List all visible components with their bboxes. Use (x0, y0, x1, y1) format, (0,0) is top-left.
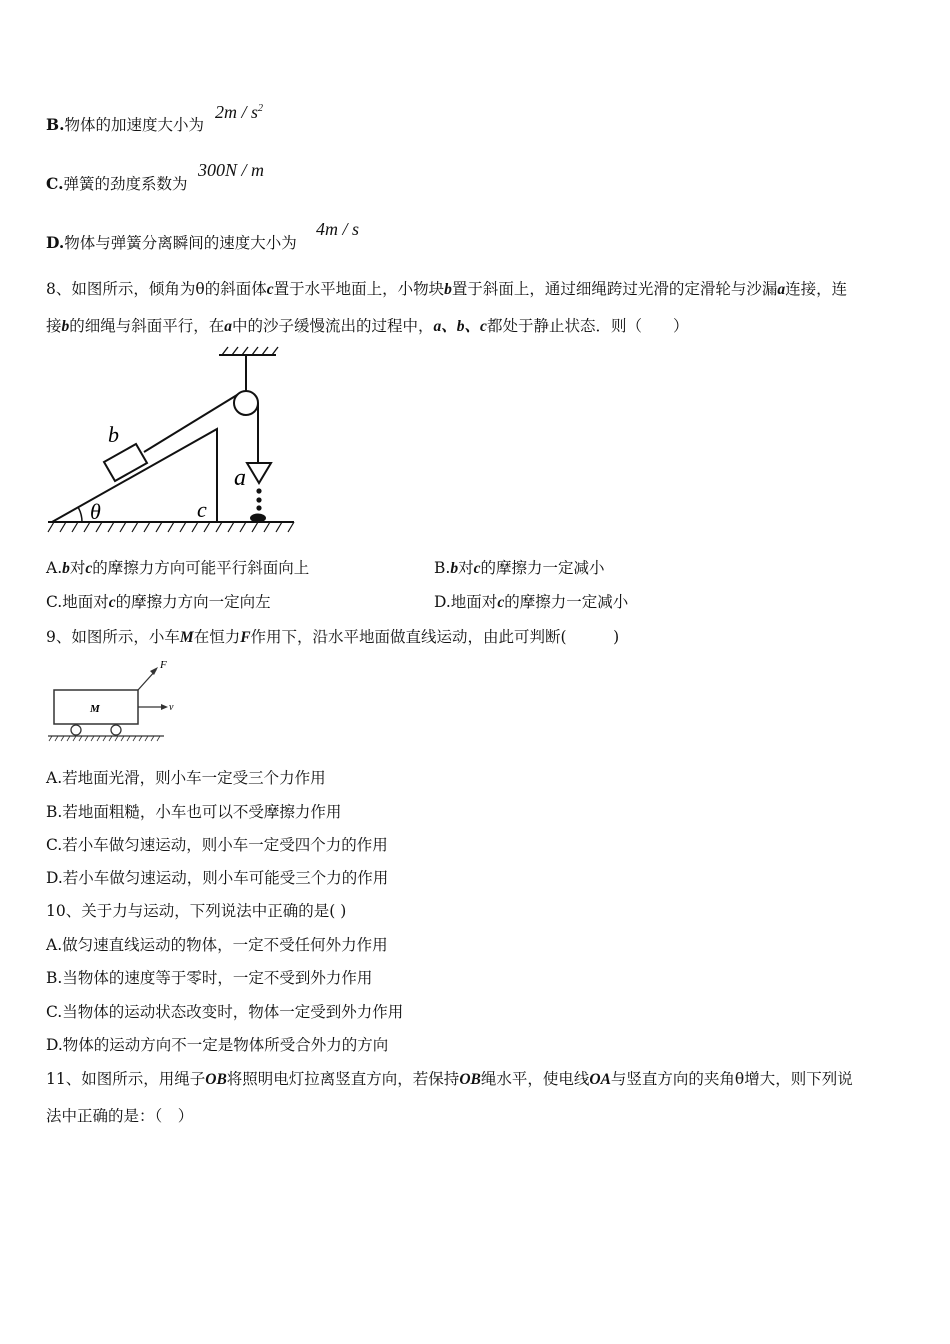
stem-text: 如图所示，用绳子 (81, 1070, 206, 1088)
stem-text: 接 (46, 317, 62, 335)
var-b: b (61, 318, 70, 335)
q8-option-b (434, 558, 605, 579)
q10-stem: 10、关于力与运动，下列说法中正确的是( ) (46, 902, 347, 920)
var-c: c (85, 560, 93, 577)
q10-option-d: D.物体的运动方向不一定是物体所受合外力的方向 (46, 1036, 389, 1054)
var-OB: OB (459, 1071, 481, 1088)
q8-stem-line2 (46, 316, 688, 337)
var-a: a (224, 318, 233, 335)
label-a: a (234, 465, 246, 491)
var-c: c (108, 594, 116, 611)
var-c: c (266, 281, 274, 298)
wheel-left (71, 725, 81, 735)
q8-option-a (46, 558, 309, 579)
question-number: 11、 (46, 1070, 82, 1088)
q7-option-c (46, 174, 187, 194)
option-text: 的摩擦力方向可能平行斜面向上 (92, 559, 310, 577)
option-text: A. (46, 559, 63, 577)
var-F: F (240, 629, 251, 646)
label-b: b (108, 422, 119, 447)
label-v: v (169, 702, 174, 713)
label-c: c (197, 497, 207, 522)
pulley (234, 391, 258, 415)
option-text: 物体的加速度大小为 (64, 116, 205, 134)
var-OA: OA (589, 1071, 611, 1088)
stem-text: 绳水平，使电线 (480, 1070, 590, 1088)
stem-text: 连接，连 (785, 280, 848, 298)
option-text: 的摩擦力一定减小 (504, 593, 629, 611)
var-b: b (62, 560, 70, 577)
q8-option-c (46, 592, 271, 613)
q7-option-d (46, 233, 297, 253)
question-number: 9、 (46, 628, 72, 646)
var-c: c (497, 594, 505, 611)
stem-text: 与竖直方向的夹角θ增大，则下列说 (610, 1070, 853, 1088)
q7-option-b-value (215, 102, 263, 123)
stem-text: 中的沙子缓慢流出的过程中， (232, 317, 434, 335)
q8-figure (44, 345, 304, 535)
var-abc: a、b、c (433, 318, 487, 335)
option-text: C.地面对 (46, 593, 109, 611)
q7-option-b (46, 115, 204, 135)
ground-hatch (48, 522, 294, 532)
stem-text: 置于斜面上，通过细绳跨过光滑的定滑轮与沙漏 (451, 280, 778, 298)
option-text: 物体与弹簧分离瞬间的速度大小为 (64, 234, 297, 252)
var-b: b (444, 281, 452, 298)
q8-stem-line1 (46, 279, 847, 300)
var-OB: OB (205, 1071, 227, 1088)
block-b (104, 444, 147, 481)
incline-c (52, 429, 217, 522)
stem-text: 将照明电灯拉离竖直方向，若保持 (226, 1070, 460, 1088)
stem-text: 的细绳与斜面平行，在 (69, 317, 225, 335)
q9-figure (46, 656, 176, 746)
q11-stem-line1 (46, 1069, 853, 1090)
q9-option-c: C.若小车做匀速运动，则小车一定受四个力的作用 (46, 836, 388, 854)
q9-option-b: B.若地面粗糙，小车也可以不受摩擦力作用 (46, 803, 342, 821)
stem-text: 置于水平地面上，小物块 (273, 280, 445, 298)
q9-option-a: A.若地面光滑，则小车一定受三个力作用 (46, 769, 326, 787)
option-label: C. (46, 174, 64, 193)
q9-stem (46, 627, 619, 648)
option-text: 对 (458, 559, 474, 577)
q7-option-d-value: 4m / s (316, 219, 360, 239)
option-text: 对 (69, 559, 86, 577)
q10-option-b: B.当物体的速度等于零时，一定不受到外力作用 (46, 969, 373, 987)
stem-text: 如图所示，倾角为θ的斜面体 (71, 280, 267, 298)
var-M: M (179, 629, 194, 646)
stem-text: 如图所示，小车 (71, 628, 180, 646)
q8-option-d (434, 592, 628, 613)
q9-option-d: D.若小车做匀速运动，则小车可能受三个力的作用 (46, 869, 389, 887)
var-c: c (473, 560, 481, 577)
stem-text: 在恒力 (193, 628, 241, 646)
option-text: D.地面对 (434, 593, 498, 611)
label-F: F (160, 659, 167, 671)
sand-funnel-a (247, 463, 271, 483)
option-text: 的摩擦力方向一定向左 (115, 593, 271, 611)
stem-text: 作用下，沿水平地面做直线运动，由此可判断( ) (250, 628, 620, 646)
option-label: D. (46, 233, 65, 252)
math-value: 2m / s (215, 102, 259, 122)
var-a: a (777, 281, 786, 298)
q7-option-c-value: 300N / m (198, 160, 265, 180)
question-number: 8、 (46, 280, 72, 298)
label-theta: θ (90, 499, 101, 524)
option-text: 弹簧的劲度系数为 (63, 175, 188, 193)
stem-text: 都处于静止状态．则（ ） (486, 317, 689, 335)
q10-option-a: A.做匀速直线运动的物体，一定不受任何外力作用 (46, 936, 388, 954)
q10-option-c: C.当物体的运动状态改变时，物体一定受到外力作用 (46, 1003, 404, 1021)
ceiling-hatch (222, 347, 278, 355)
math-superscript: 2 (258, 103, 264, 114)
wheel-right (111, 725, 121, 735)
q11-stem-line2: 法中正确的是：（ ） (46, 1107, 194, 1125)
option-text: B. (434, 559, 451, 577)
cart-label-M: M (90, 703, 100, 715)
option-label: B. (46, 115, 65, 134)
option-text: 的摩擦力一定减小 (480, 559, 605, 577)
var-b: b (450, 560, 459, 577)
